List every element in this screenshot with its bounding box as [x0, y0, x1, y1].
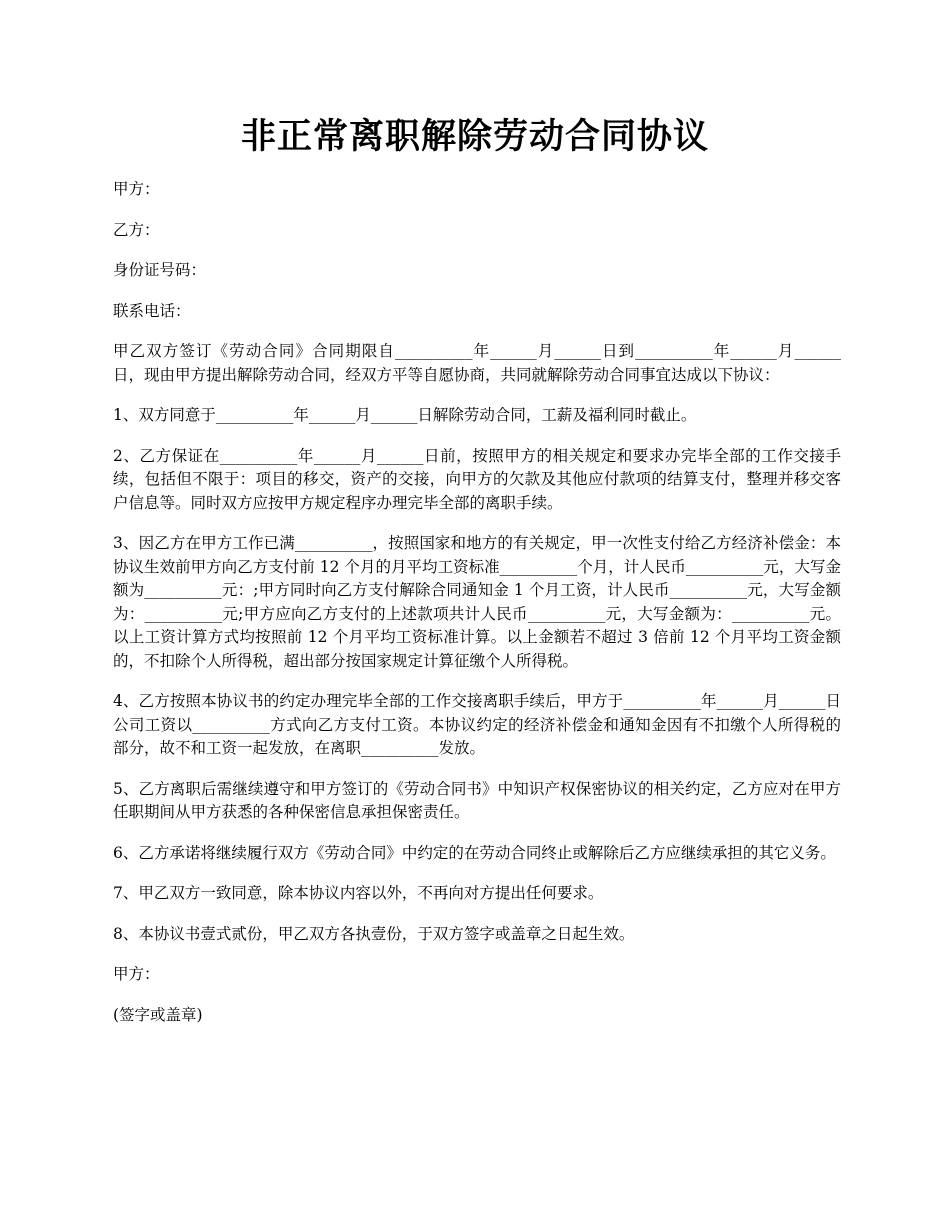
signature-party-label: 甲方： [113, 965, 160, 983]
document-body [113, 178, 841, 1044]
clause-2: 2、乙方保证在__________年______月______日前，按照甲方的相关规定和要求办完毕全部的工作交接手续，包括但不限于：项目的移交，资产的交接，向甲方的欠款及其他应付款项的结算支付，整理并移交客户信息等。同时双方应按甲方规定程序办理完毕全部的离职手续。 [113, 446, 841, 512]
document-title: 非正常离职解除劳动合同协议 [240, 116, 709, 157]
party-a-field: 甲方： [113, 180, 160, 198]
clause-4: 4、乙方按照本协议书的约定办理完毕全部的工作交接离职手续后，甲方于__________年______月______日公司工资以__________方式向乙方支付工资。本协议约定的经济补偿金和通知金因有不扣缴个人所得税的部分，故不和工资一起发放，在离职__________发放。 [113, 692, 841, 757]
intro-paragraph: 甲乙双方签订《劳动合同》合同期限自__________年______月______日到__________年______月______日，现由甲方提出解除劳动合同，经双方平等自愿协商，共同就解除劳动合同事宜达成以下协议： [113, 342, 841, 384]
signature-note: (签字或盖章) [113, 1005, 203, 1024]
party-b-field: 乙方： [113, 220, 160, 239]
phone-field: 联系电话： [113, 301, 191, 320]
clause-8: 8、本协议书壹式贰份，甲乙双方各执壹份，于双方签字或盖章之日起生效。 [113, 924, 635, 943]
id-number-field: 身份证号码： [113, 261, 207, 279]
clause-5: 5、乙方离职后需继续遵守和甲方签订的《劳动合同书》中知识产权保密协议的相关约定，乙方应对在甲方任职期间从甲方获悉的各种保密信息承担保密责任。 [113, 779, 841, 821]
clause-1: 1、双方同意于__________年______月______日解除劳动合同，工薪及福利同时截止。 [113, 406, 697, 424]
clause-7: 7、甲乙双方一致同意，除本协议内容以外，不再向对方提出任何要求。 [113, 884, 604, 902]
clause-3: 3、因乙方在甲方工作已满__________，按照国家和地方的有关规定，甲一次性支付给乙方经济补偿金：本协议生效前甲方向乙方支付前 12 个月的月平均工资标准__________个月，计人民币__________元，大写金额为__________元：;甲方同时向乙方支付解除合同通知金 1 个月工资，计人民币__________元，大写金额为：__________元;甲方应向乙方支付的上述款项共计人民币__________元，大写金额为：__________元。以上工资计算方式均按照前 12 个月平均工资标准计算。以上金额若不超过 3 倍前 12 个月平均工资金额的，不扣除个人所得税，超出部分按国家规定计算征缴个人所得税。 [113, 534, 841, 670]
clause-6: 6、乙方承诺将继续履行双方《劳动合同》中约定的在劳动合同终止或解除后乙方应继续承担的其它义务。 [113, 843, 836, 862]
